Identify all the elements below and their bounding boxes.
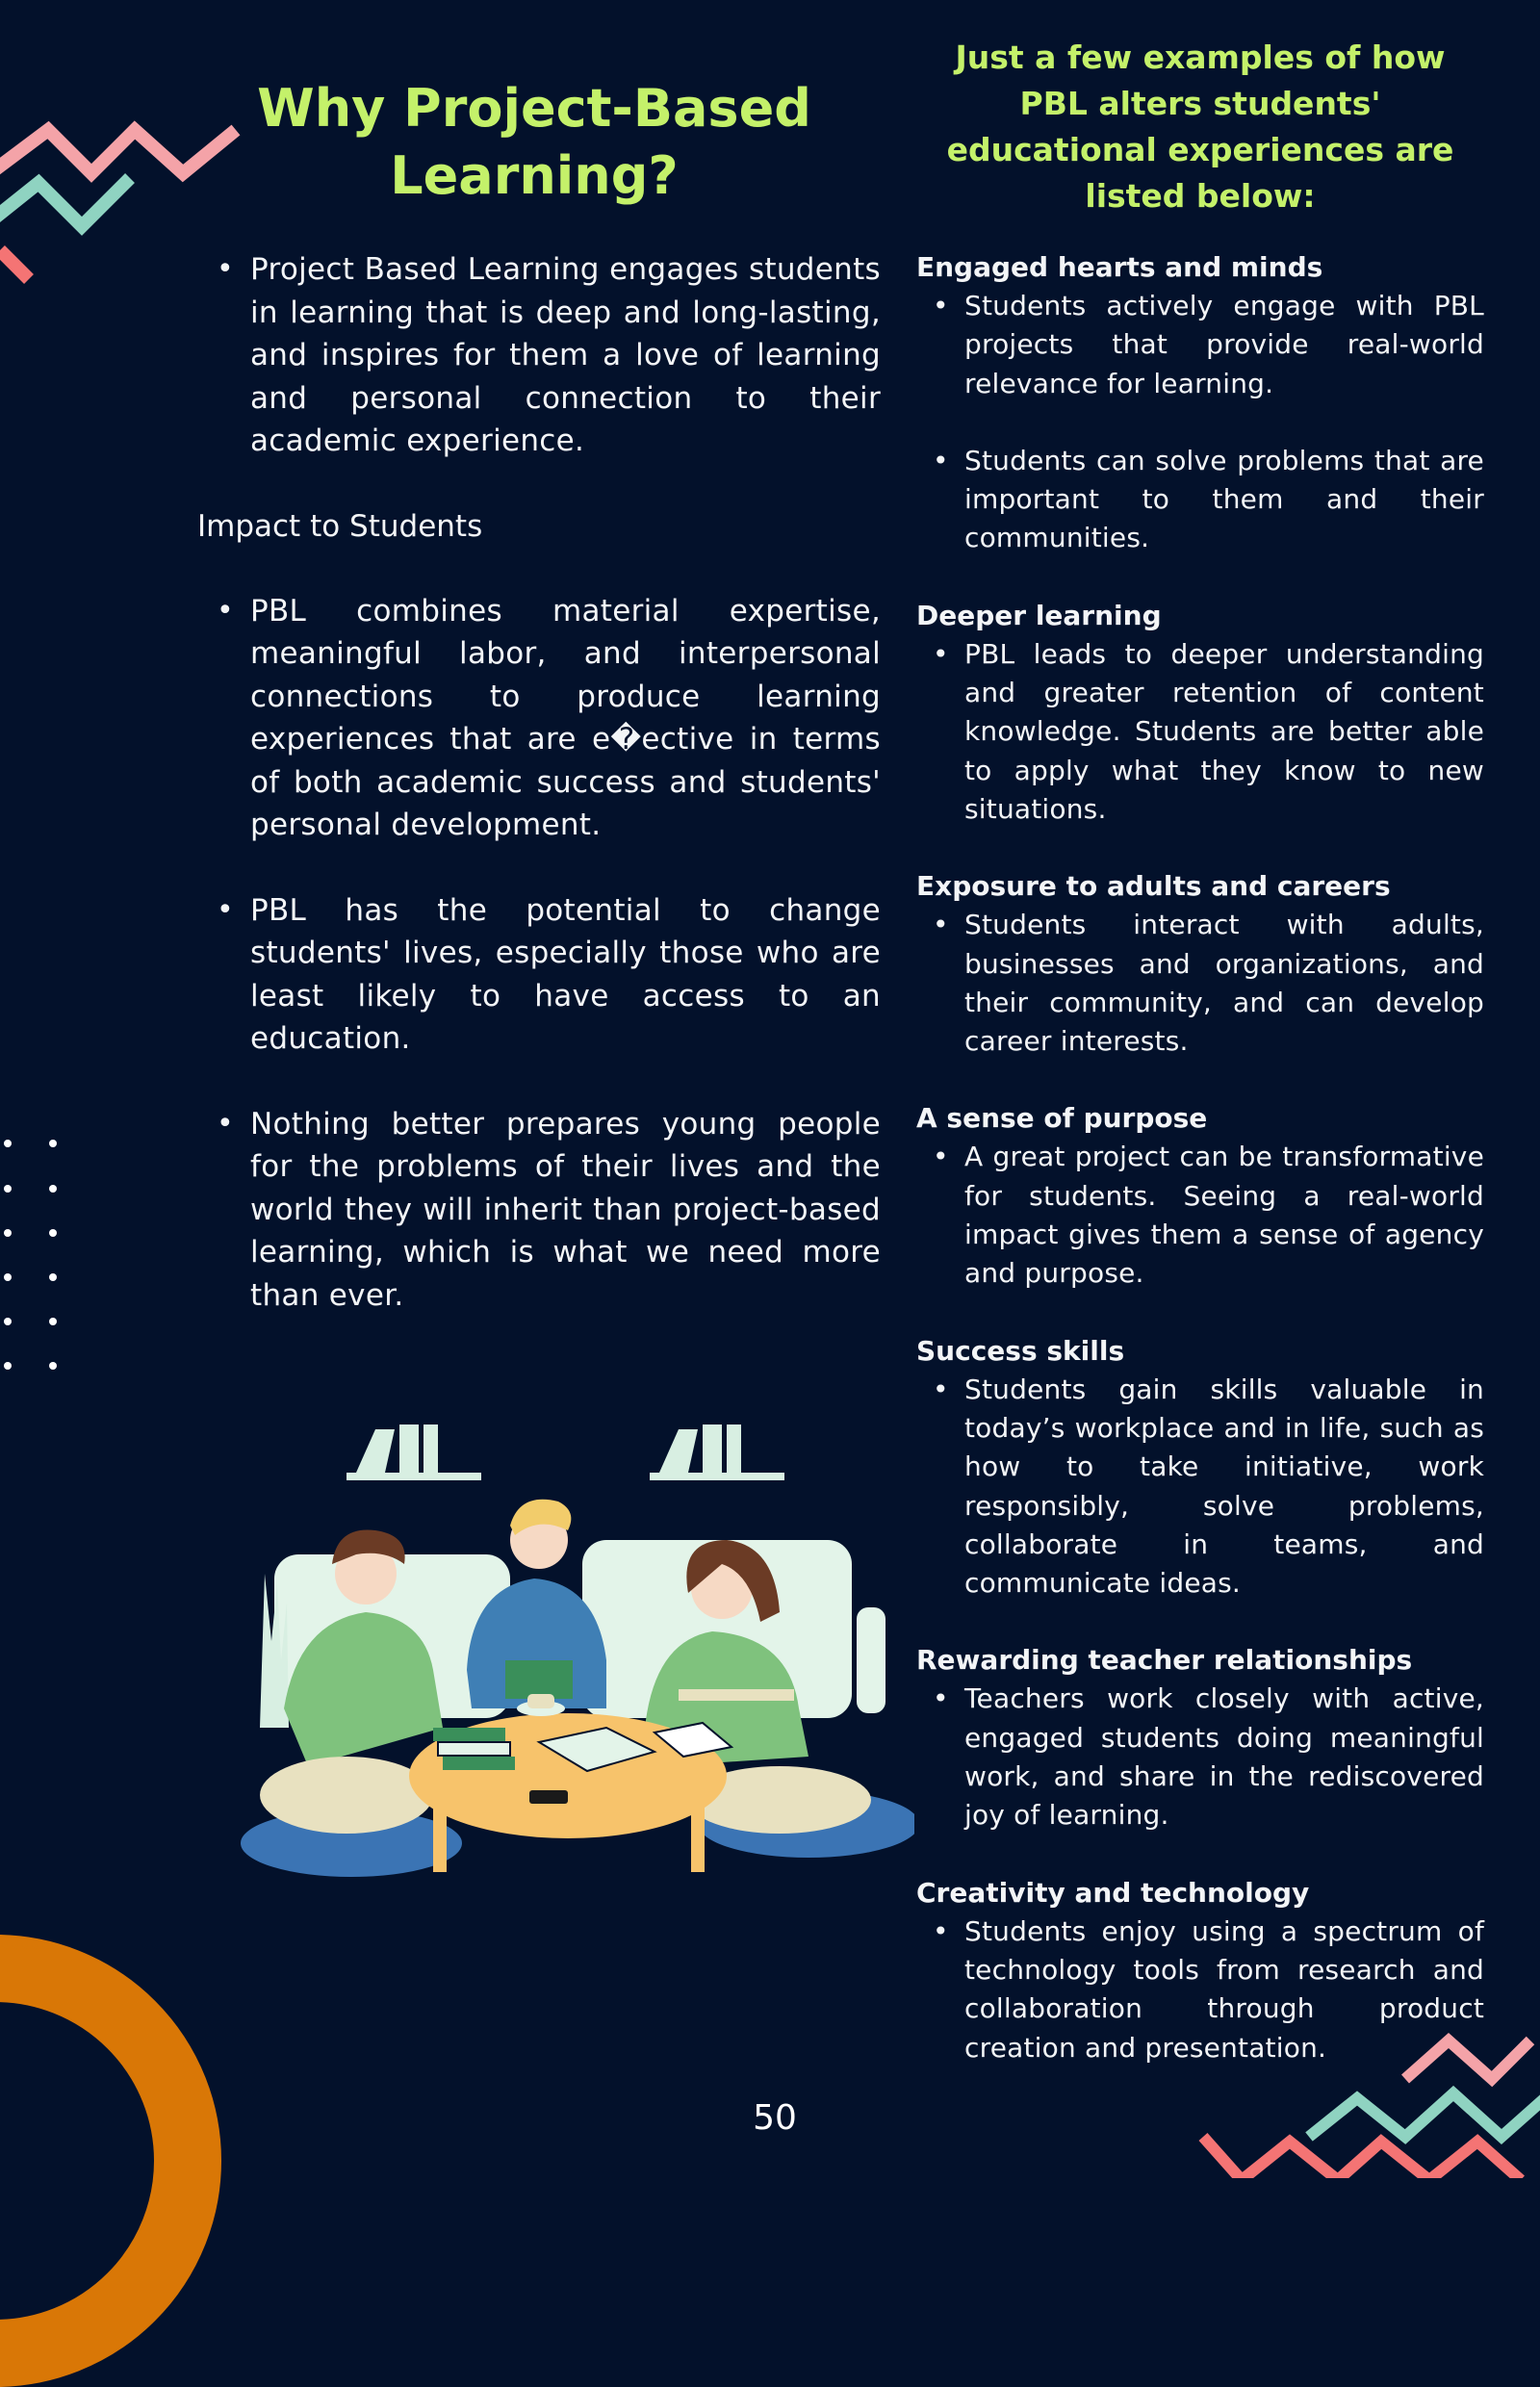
section-heading: A sense of purpose bbox=[916, 1102, 1208, 1135]
section-item: • Students can solve problems that are important to them and their communities. bbox=[964, 442, 1484, 558]
section-heading: Creativity and technology bbox=[916, 1876, 1310, 1909]
section-item: • PBL leads to deeper understanding and greater retention of content knowledge. Students are better able to apply what they know to new situations. bbox=[964, 635, 1484, 829]
section-item: • Teachers work closely with active, engaged students doing meaningful work, and share in the rediscovered joy of learning. bbox=[964, 1680, 1484, 1835]
section-success-skills bbox=[916, 1332, 1484, 1604]
section-heading: Success skills bbox=[916, 1334, 1125, 1367]
left-column bbox=[197, 75, 881, 1359]
section-exposure-careers bbox=[916, 867, 1484, 1061]
section-deeper-learning bbox=[916, 597, 1484, 829]
section-heading: Deeper learning bbox=[916, 599, 1162, 631]
impact-item: • PBL combines material expertise, meaningful labor, and interpersonal connections to produce learning experiences that are e�ective in terms of both academic success and students' personal development. bbox=[250, 590, 881, 847]
section-item: • Students interact with adults, businesses and organizations, and their community, and can develop career interests. bbox=[964, 906, 1484, 1061]
right-title: Just a few examples of how PBL alters students' educational experiences are listed below: bbox=[946, 38, 1454, 215]
section-item: • A great project can be transformative for students. Seeing a real-world impact gives them a sense of agency and purpose. bbox=[964, 1138, 1484, 1293]
right-column bbox=[916, 35, 1484, 2106]
section-heading: Rewarding teacher relationships bbox=[916, 1644, 1413, 1677]
section-heading: Exposure to adults and careers bbox=[916, 870, 1391, 903]
intro-list bbox=[197, 248, 881, 463]
section-heading: Engaged hearts and minds bbox=[916, 251, 1323, 283]
impact-heading: Impact to Students bbox=[197, 508, 483, 544]
section-sense-of-purpose bbox=[916, 1099, 1484, 1293]
dot-grid-decoration bbox=[0, 1131, 67, 1381]
students-studying-illustration bbox=[241, 1420, 914, 1891]
intro-item: • Project Based Learning engages students in learning that is deep and long-lasting, and inspires for them a love of learning and personal connection to their academic experience. bbox=[250, 248, 881, 463]
section-teacher-relationships bbox=[916, 1641, 1484, 1835]
section-item: • Students gain skills valuable in today’s workplace and in life, such as how to take initiative, work responsibly, solve problems, collaborate in teams, and communicate ideas. bbox=[964, 1371, 1484, 1604]
section-creativity-technology bbox=[916, 1874, 1484, 2067]
page-title: Why Project-Based Learning? bbox=[257, 78, 811, 206]
impact-item: • PBL has the potential to change students' lives, especially those who are least likely to have access to an education. bbox=[250, 889, 881, 1061]
section-item: • Students enjoy using a spectrum of technology tools from research and collaboration through product creation and presentation. bbox=[964, 1912, 1484, 2067]
orange-arc-decoration bbox=[0, 1935, 221, 2387]
impact-list bbox=[197, 590, 881, 1318]
section-item: • Students actively engage with PBL projects that provide real-world relevance for learning. bbox=[964, 287, 1484, 403]
impact-item: • Nothing better prepares young people for the problems of their lives and the world they will inherit than project-based learning, which is what we need more than ever. bbox=[250, 1103, 881, 1318]
section-engaged-hearts bbox=[916, 248, 1484, 558]
page-number: 50 bbox=[753, 2098, 797, 2138]
